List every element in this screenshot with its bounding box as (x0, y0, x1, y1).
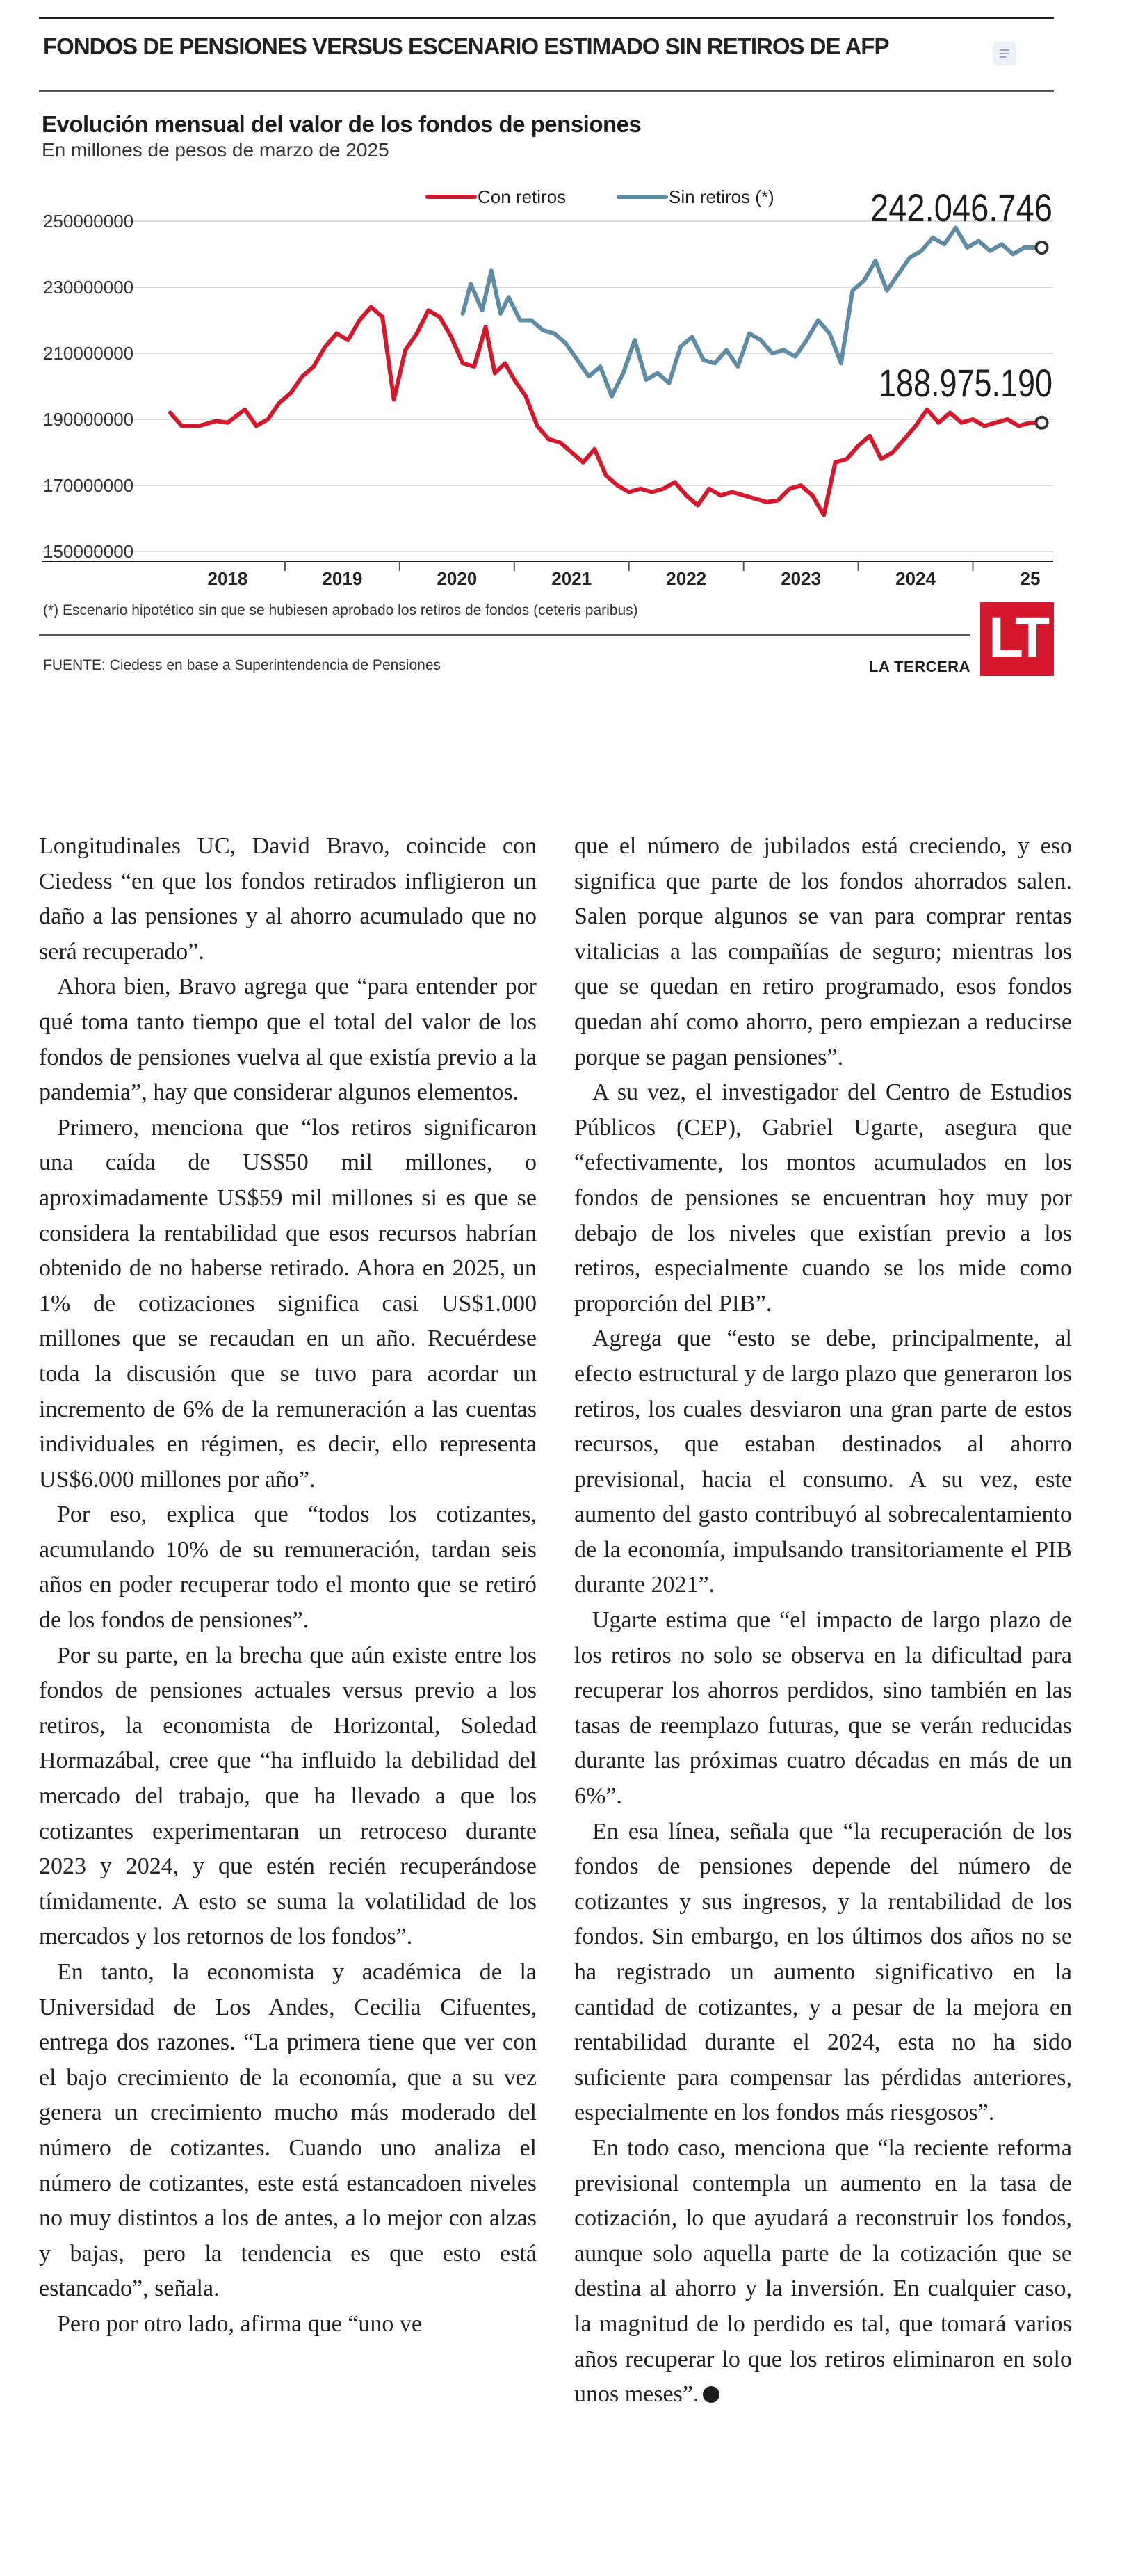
article-paragraph: Ahora bien, Bravo agrega que “para entender por qué toma tanto tiempo que el total del valor de los fondos de pensiones vuelva al que existía previo a la pandemia”, hay que considerar algunos elementos. (39, 974, 537, 1106)
y-tick-label: 150000000 (43, 541, 134, 562)
article-right-column (574, 829, 1072, 2413)
la-tercera-logo (980, 602, 1054, 676)
y-tick-label: 250000000 (43, 211, 134, 232)
article-paragraph: Agrega que “esto se debe, principalmente, al efecto estructural y de largo plazo que generaron los retiros, los cuales desviaron una gran parte de estos recursos, que estaban destinados al ahorro previsional, hacia el consumo. A su vez, este aumento del gasto contribuyó al sobrecalentamiento de la economía, impulsando transitoriamente el PIB durante 2021”. (574, 1326, 1072, 1598)
series-end-marker (1036, 417, 1048, 428)
article-paragraph: En tanto, la economista y académica de la Universidad de Los Andes, Cecilia Cifuentes, entrega dos razones. “La primera tiene que ver con el bajo crecimiento de la economía, que a su vez genera un crecimiento mucho más moderado del número de cotizantes. Cuando uno analiza el número de cotizantes, este está estancadoen niveles no muy distintos a los de antes, a lo mejor con alzas y bajas, pero la tendencia es que esto está estancado”, señala. (39, 1959, 537, 2302)
series-end-value-label: 242.046.746 (870, 186, 1052, 230)
article-paragraph: Primero, menciona que “los retiros significaron una caída de US$50 mil millones, o aproximadamente US$59 mil millones si es que se considera la rentabilidad que esos recursos habrían obtenido de no haberse retirado. Ahora en 2025, un 1% de cotizaciones significa casi US$1.000 millones que se recaudan en un año. Recuérdese toda la discusión que se tuvo para acordar un incremento de 6% de la remuneración a las cuentas individuales en régimen, es decir, ello representa US$6.000 millones por año”. (39, 1114, 537, 1492)
legend-label-con-retiros: Con retiros (478, 186, 567, 207)
article-paragraph: Por eso, explica que “todos los cotizantes, acumulando 10% de su remuneración, tardan seis años en poder recuperar todo el monto que se retiró de los fondos de pensiones”. (39, 1502, 537, 1634)
x-tick-label: 2024 (895, 568, 936, 589)
article-end-mark-icon (703, 2386, 719, 2403)
footnote-rule (39, 634, 970, 636)
chart-title: Evolución mensual del valor de los fondos de pensiones (42, 111, 642, 137)
logo-text: LT (988, 606, 1046, 669)
article-paragraph: Ugarte estima que “el impacto de largo plazo de los retiros no solo se observa en la dificultad para recuperar los ahorros perdidos, sino también en las tasas de reemplazo futuras, que se verán reducidas durante las próximas cuatro décadas en más de un 6%”. (574, 1607, 1072, 1810)
chart-footnote: (*) Escenario hipotético sin que se hubiesen aprobado los retiros de fondos (ceteris paribus) (43, 602, 638, 618)
article-left-column (39, 829, 537, 2342)
y-tick-label: 230000000 (43, 277, 134, 298)
article-paragraph: Por su parte, en la brecha que aún existe entre los fondos de pensiones actuales versus previo a los retiros, la economista de Horizontal, Soledad Hormazábal, cree que “ha influido la debilidad del mercado del trabajo, que ha llevado a que los cotizantes experimentaran un retroceso durante 2023 y 2024, y que estén recién recuperándose tímidamente. A esto se suma la volatilidad de los mercados y los retornos de los fondos”. (39, 1642, 537, 1950)
x-tick-label: 2023 (781, 568, 822, 589)
x-tick-label: 2022 (666, 568, 707, 589)
y-tick-label: 210000000 (43, 343, 134, 364)
article-paragraph: que el número de jubilados está creciendo, y eso significa que parte de los fondos ahorrados salen. Salen porque algunos se van para comprar rentas vitalicias a las compañías de seguro; mientras los que se quedan en retiro programado, esos fondos quedan ahí como ahorro, pero empiezan a reducirse porque se pagan pensiones”. (574, 833, 1072, 1070)
x-axis-ticks (42, 561, 1053, 589)
article-paragraph: Longitudinales UC, David Bravo, coincide con Ciedess “en que los fondos retirados infligieron un daño a las pensiones y al ahorro acumulado que no será recuperado”. (39, 833, 537, 965)
article-paragraph: Pero por otro lado, afirma que “uno ve (57, 2310, 422, 2337)
y-tick-label: 170000000 (43, 475, 134, 496)
x-tick-label: 2021 (551, 568, 592, 589)
series-end-value-label: 188.975.190 (879, 360, 1052, 405)
series-end-marker (1036, 242, 1048, 253)
article-paragraph: En todo caso, menciona que “la reciente reforma previsional contempla un aumento en la tasa de cotización, lo que ayudará a reconstruir los fondos, aunque solo aquella parte de la cotización que se destina al ahorro y la inversión. En cualquier caso, la magnitud de lo perdido es tal, que tomará varios años recuperar lo que los retiros eliminaron en solo unos meses”. (574, 2134, 1072, 2408)
article-paragraph: A su vez, el investigador del Centro de Estudios Públicos (CEP), Gabriel Ugarte, asegura que “efectivamente, los montos acumulados en los fondos de pensiones se encuentran hoy muy por debajo de los niveles que existían previo a los retiros, especialmente cuando se los mide como proporción del PIB”. (574, 1079, 1072, 1317)
legend-label-sin-retiros: Sin retiros (*) (669, 186, 774, 207)
chart-source: FUENTE: Ciedess en base a Superintendencia de Pensiones (43, 657, 441, 673)
y-axis-ticks (43, 211, 133, 562)
y-tick-label: 190000000 (43, 409, 134, 430)
pension-funds-line-chart (0, 0, 1122, 626)
chart-end-labels (870, 186, 1052, 405)
x-tick-label: 2019 (322, 568, 363, 589)
x-tick-label: 2018 (207, 568, 248, 589)
chart-legend (428, 186, 774, 207)
infographic-headline: FONDOS DE PENSIONES VERSUS ESCENARIO ESTIMADO SIN RETIROS DE AFP (43, 33, 889, 59)
x-tick-label: 2020 (437, 568, 478, 589)
brand-name: LA TERCERA (869, 658, 970, 675)
article-paragraph: En esa línea, señala que “la recuperación de los fondos de pensiones depende del número de cotizantes y sus ingresos, y la rentabilidad de los fondos. Sin embargo, en los últimos dos años no se ha registrado un aumento significativo en la cantidad de cotizantes, y a pesar de la mejora en rentabilidad durante el 2024, esta no ha sido suficiente para compensar las pérdidas anteriores, especialmente en los fondos más riesgosos”. (574, 1818, 1072, 2126)
series-line-con-retiros (170, 307, 1042, 515)
chart-subtitle: En millones de pesos de marzo de 2025 (42, 139, 389, 161)
x-tick-label: 25 (1020, 568, 1041, 589)
